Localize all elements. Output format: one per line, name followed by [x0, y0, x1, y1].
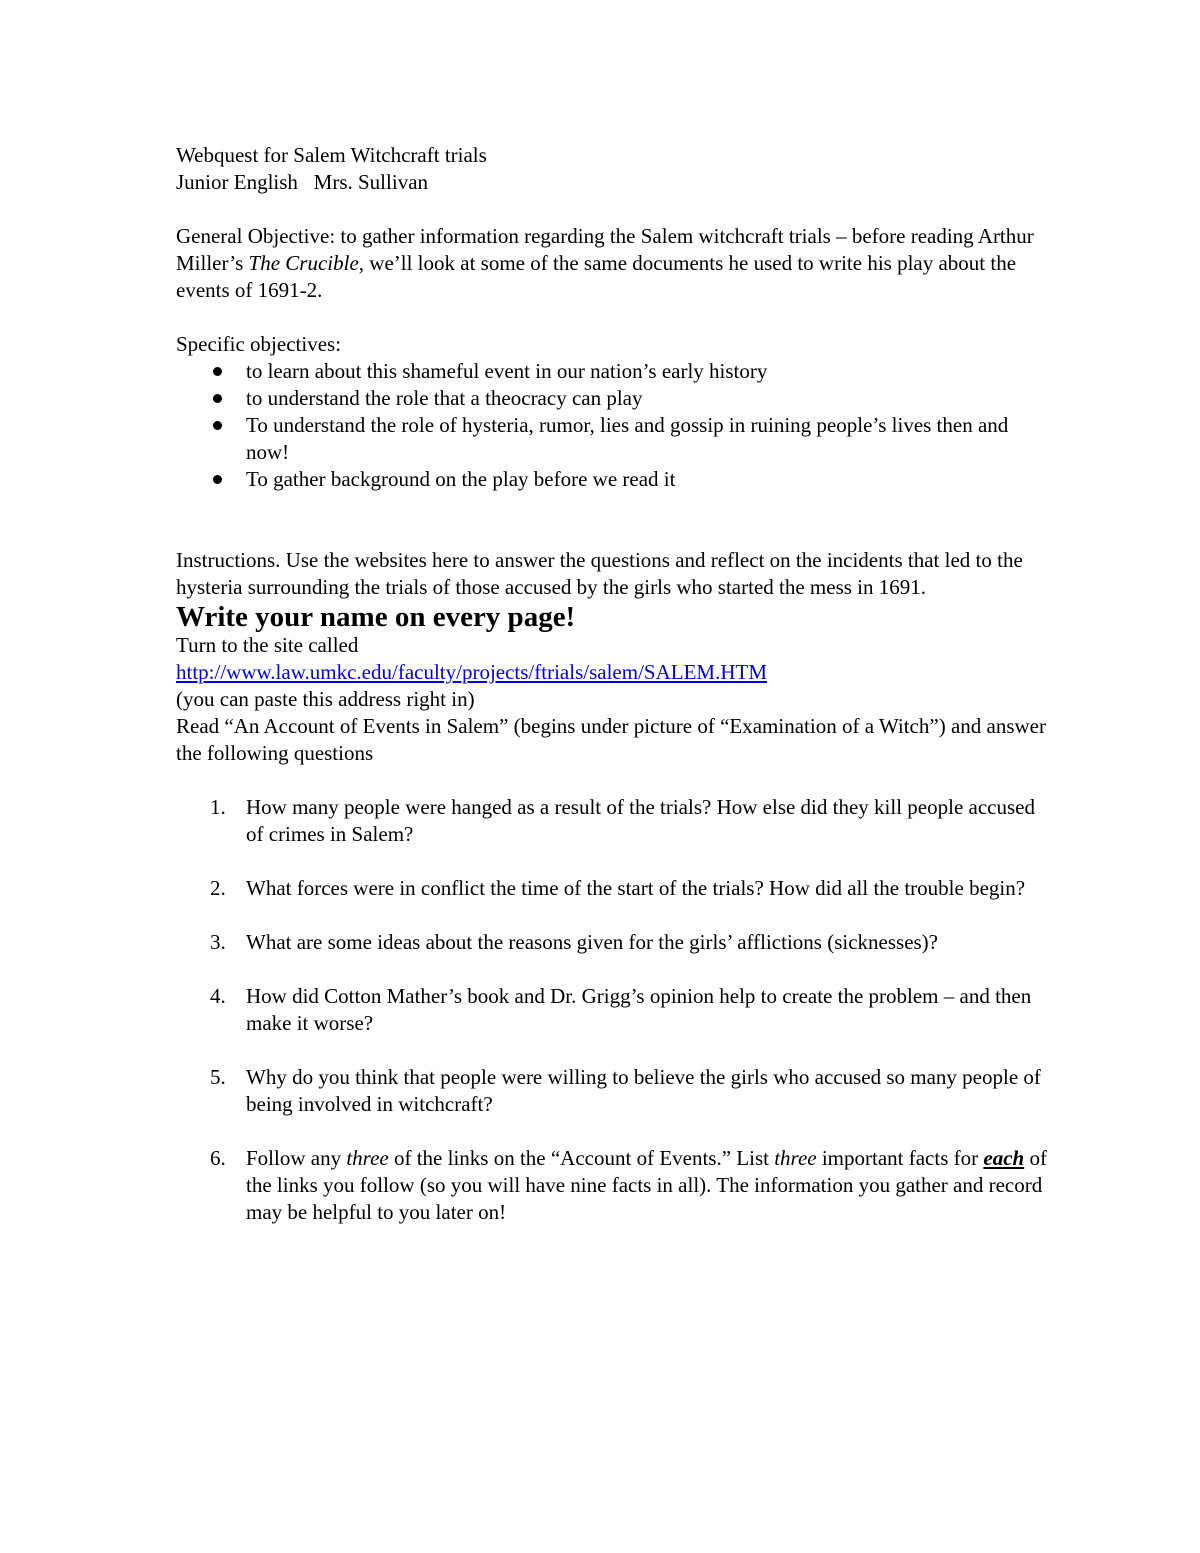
spacer: [176, 493, 1056, 547]
question-number: 5.: [210, 1065, 226, 1089]
list-item: [176, 466, 1056, 493]
general-objective-text-end: , we’ll look at some of the same documents he used to write his play about the events of 1691-2.: [176, 251, 1017, 302]
question-text: How many people were hanged as a result of the trials? How else did they kill people accused of crimes in Salem?: [246, 795, 1035, 846]
question-number: 1.: [210, 795, 226, 819]
specific-objectives-heading: Specific objectives:: [176, 332, 342, 356]
bullet-icon: [213, 394, 222, 403]
question-text-part: of the links you follow (so you will have nine facts in all). The information you gather and record may be helpful to you later on!: [246, 1146, 1047, 1224]
emphasis-each: each: [983, 1146, 1025, 1170]
spacer: [176, 767, 1056, 794]
book-title: The Crucible: [248, 251, 359, 275]
list-item: [176, 385, 1056, 412]
list-item-text: to understand the role that a theocracy can play: [246, 386, 643, 410]
emphasis-three: three: [774, 1146, 817, 1170]
name-reminder-heading: Write your name on every page!: [176, 601, 576, 633]
question-number: 4.: [210, 984, 226, 1008]
spacer: [176, 304, 1056, 331]
question-text-part: Follow any: [246, 1146, 347, 1170]
read-instructions: Read “An Account of Events in Salem” (begins under picture of “Examination of a Witch”) and answer the following questions: [176, 714, 1046, 765]
salem-site-link[interactable]: http://www.law.umkc.edu/faculty/projects/ftrials/salem/SALEM.HTM: [176, 660, 767, 684]
question-text-part: of the links on the “Account of Events.” List: [388, 1146, 775, 1170]
bullet-icon: [213, 475, 222, 484]
question-item: [176, 1145, 1056, 1226]
list-item-text: To understand the role of hysteria, rumor, lies and gossip in ruining people’s lives then and now!: [246, 413, 1009, 464]
turn-to-text: Turn to the site called: [176, 633, 359, 657]
general-objective: [176, 223, 1056, 304]
url-line: [176, 659, 1056, 686]
question-item: [176, 875, 1056, 902]
document-page: [176, 142, 1056, 1253]
bullet-icon: [213, 367, 222, 376]
spacer: [176, 196, 1056, 223]
question-text: What forces were in conflict the time of the start of the trials? How did all the trouble begin?: [246, 876, 1026, 900]
question-item: [176, 1064, 1056, 1118]
question-number: 2.: [210, 876, 226, 900]
question-number: 6.: [210, 1146, 226, 1170]
document-title: Webquest for Salem Witchcraft trials: [176, 143, 487, 167]
question-number: 3.: [210, 930, 226, 954]
emphasis-three: three: [346, 1146, 389, 1170]
paste-note: (you can paste this address right in): [176, 687, 475, 711]
question-item: [176, 794, 1056, 848]
question-text-part: important facts for: [816, 1146, 984, 1170]
question-item: [176, 929, 1056, 956]
question-text: How did Cotton Mather’s book and Dr. Grigg’s opinion help to create the problem – and then make it worse?: [246, 984, 1032, 1035]
instructions-text: Instructions. Use the websites here to answer the questions and reflect on the incidents that led to the hysteria surrounding the trials of those accused by the girls who started the mess in 1691.: [176, 548, 1023, 599]
course-line: Junior English Mrs. Sullivan: [176, 170, 429, 194]
question-text: What are some ideas about the reasons given for the girls’ afflictions (sicknesses)?: [246, 930, 938, 954]
general-objective-text-start: General Objective: to gather information regarding the Salem witchcraft trials – before reading Arthur Miller’s: [176, 224, 1034, 275]
list-item: [176, 412, 1056, 466]
question-text: Why do you think that people were willing to believe the girls who accused so many people of being involved in witchcraft?: [246, 1065, 1041, 1116]
questions-list: [176, 794, 1056, 1226]
objectives-list: [176, 358, 1056, 493]
list-item-text: to learn about this shameful event in our nation’s early history: [246, 359, 768, 383]
list-item-text: To gather background on the play before we read it: [246, 467, 676, 491]
bullet-icon: [213, 421, 222, 430]
question-item: [176, 983, 1056, 1037]
list-item: [176, 358, 1056, 385]
